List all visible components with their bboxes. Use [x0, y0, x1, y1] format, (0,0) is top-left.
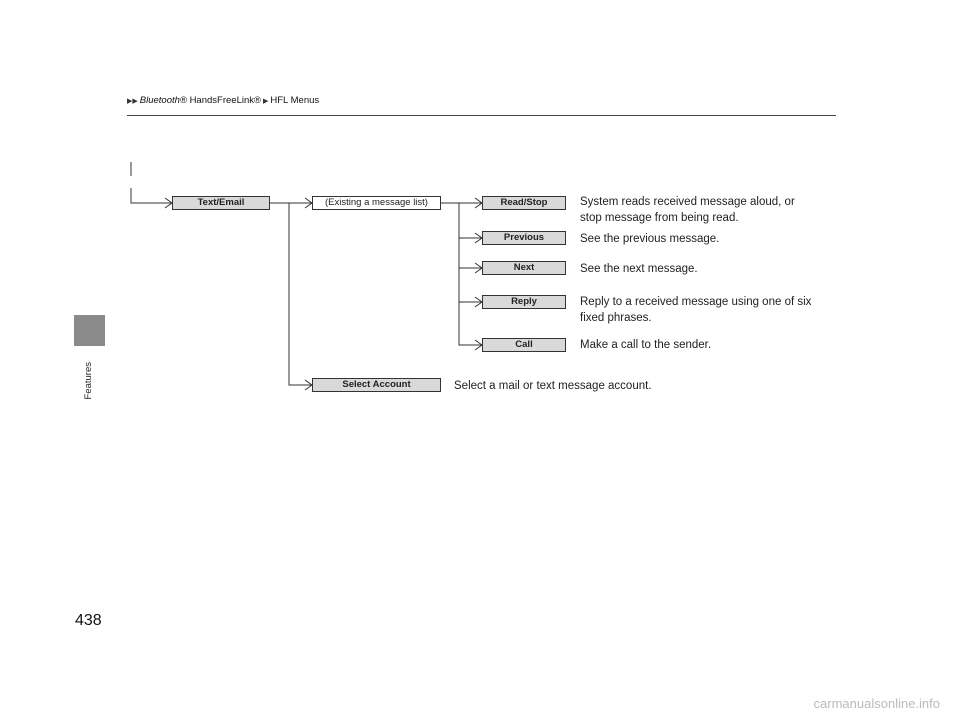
reply-button[interactable]: Reply	[482, 295, 566, 309]
call-button[interactable]: Call	[482, 338, 566, 352]
text-email-button[interactable]: Text/Email	[172, 196, 270, 210]
existing-message-list-button[interactable]: (Existing a message list)	[312, 196, 441, 210]
read-stop-button[interactable]: Read/Stop	[482, 196, 566, 210]
double-arrow-icon: ▶▶	[127, 97, 138, 105]
breadcrumb-item-bluetooth[interactable]: Bluetooth® HandsFreeLink®	[139, 95, 261, 106]
select-account-description: Select a mail or text message account.	[454, 380, 652, 392]
section-tab-label: Features	[83, 362, 94, 400]
next-button[interactable]: Next	[482, 261, 566, 275]
previous-button[interactable]: Previous	[482, 231, 566, 245]
reply-description: Reply to a received message using one of six fixed phrases.	[580, 296, 812, 324]
page-number: 438	[75, 612, 102, 629]
next-description: See the next message.	[580, 263, 698, 275]
watermark: carmanualsonline.info	[813, 696, 940, 711]
read-stop-description: System reads received message aloud, or stop message from being read.	[580, 196, 795, 224]
breadcrumb-item-hfl-menus[interactable]: HFL Menus	[270, 95, 320, 106]
previous-description: See the previous message.	[580, 233, 720, 245]
select-account-button[interactable]: Select Account	[312, 378, 441, 392]
arrow-icon: ▶	[263, 97, 269, 105]
call-description: Make a call to the sender.	[580, 339, 712, 351]
